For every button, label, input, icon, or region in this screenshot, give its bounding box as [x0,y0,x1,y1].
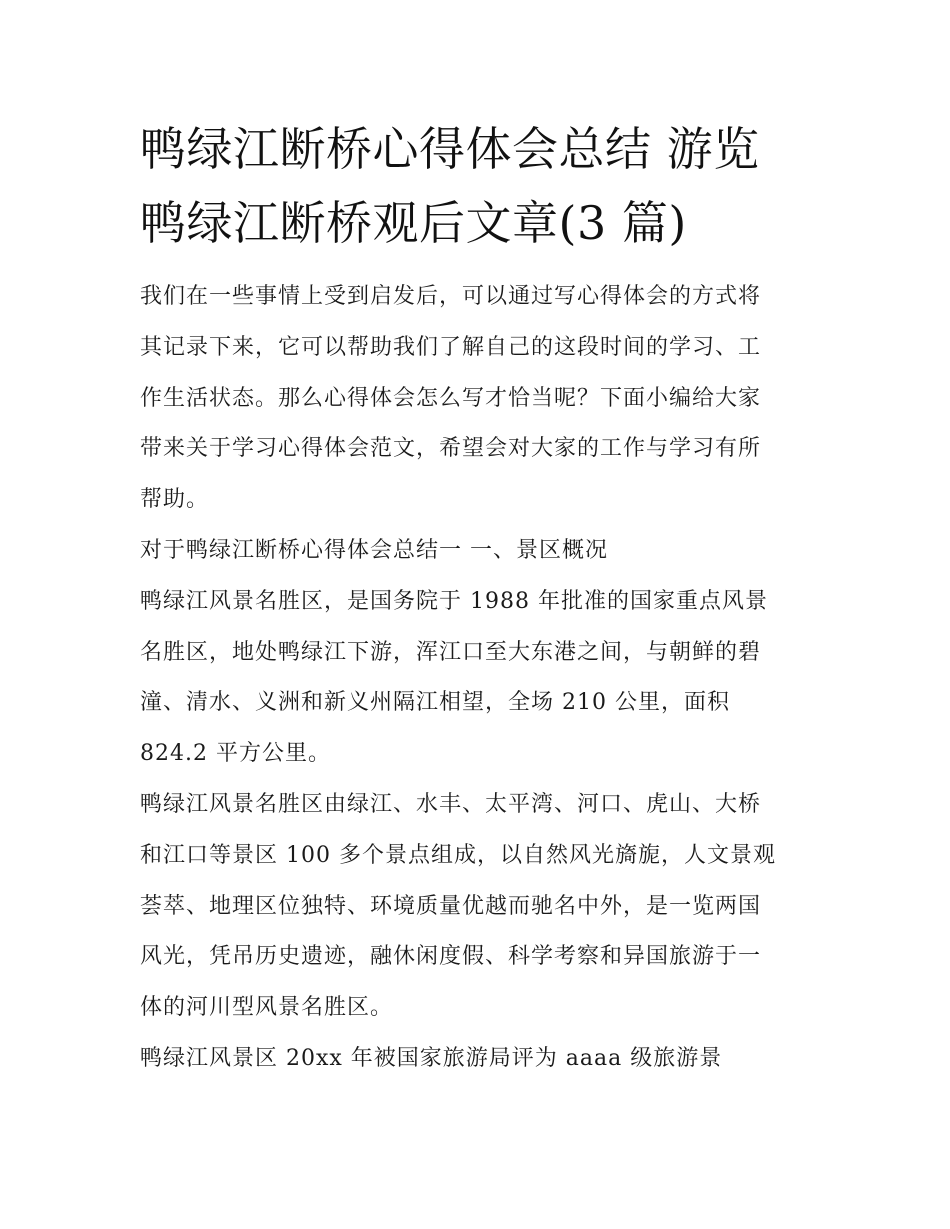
body-line: 其记录下来，它可以帮助我们了解自己的这段时间的学习、工 [140,334,762,360]
body-line: 帮助。 [140,487,210,513]
body-line: 荟萃、地理区位独特、环境质量优越而驰名中外，是一览两国 [140,893,762,919]
body-line: 名胜区，地处鸭绿江下游，浑江口至大东港之间，与朝鲜的碧 [140,639,762,665]
document-page [140,112,812,1085]
body-line: 鸭绿江风景名胜区由绿江、水丰、太平湾、河口、虎山、大桥 [140,791,762,817]
body-line: 作生活状态。那么心得体会怎么写才恰当呢？下面小编给大家 [140,385,762,411]
body-line: 鸭绿江风景区 20xx 年被国家旅游局评为 aaaa 级旅游景 [140,1045,723,1071]
body-line: 和江口等景区 100 多个景点组成，以自然风光旖旎，人文景观 [140,842,776,868]
body-line: 我们在一些事情上受到启发后，可以通过写心得体会的方式将 [140,284,762,309]
body-line: 鸭绿江风景名胜区，是国务院于 1988 年批准的国家重点风景 [140,588,768,614]
section-heading: 对于鸭绿江断桥心得体会总结一 一、景区概况 [140,537,608,563]
document-body [140,272,812,1085]
title-line-2: 鸭绿江断桥观后文章(3 篇) [140,196,687,250]
body-line: 潼、清水、义洲和新义州隔江相望，全场 210 公里，面积 [140,690,730,716]
body-line: 风光，凭吊历史遗迹，融休闲度假、科学考察和异国旅游于一 [140,944,762,970]
body-line: 824.2 平方公里。 [140,741,331,767]
body-line: 带来关于学习心得体会范文，希望会对大家的工作与学习有所 [140,436,762,462]
body-line: 体的河川型风景名胜区。 [140,995,394,1021]
title-line-1: 鸭绿江断桥心得体会总结 游览 [140,122,760,176]
document-title [140,112,812,260]
